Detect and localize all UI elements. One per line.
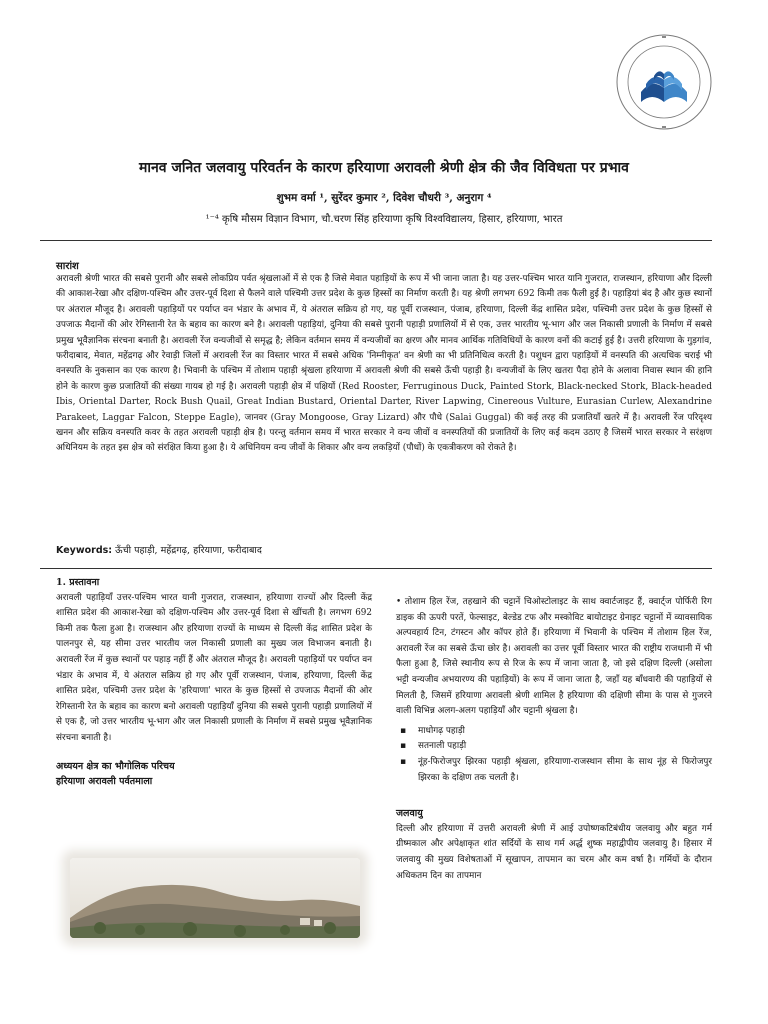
abstract-divider	[40, 568, 712, 569]
tosham-bullet-paragraph: • तोशाम हिल रेंज, तहखाने की चट्टानें चिओस्टोलाइट के साथ क्वार्टजाइट हैं, क्वार्ट्ज पोर्फिरी रिग डाइक की ऊपरी परतें, फेल्साइट, बेल्डेड टफ और मस्कोविट बायोटाइट ग्रेनाइट चट्टानों में व्यावसायिक अल्पवहार्य टिन, टंगस्टन और कॉपर होते हैं। हरियाणा में भिवानी के पश्चिम में तोशाम हिल रेंज, अरावली रेंज का सबसे ऊँचा छोर है। अरावली का उत्तर पूर्वी विस्तार भारत की राष्ट्रीय राजधानी में भी फैला हुआ है, जिसे स्थानीय रूप से रिज के रूप में जाना जाता है, जो इसे दक्षिण दिल्ली (असोला भट्टी वन्यजीव अभयारण्य की पहाड़ियों) के रूप में जाना जाता है, जहाँ यह बाँधवारी की पहाड़ियों से मिलती है, जिसमें हरियाणा अरावली श्रेणी शामिल है हरियाणा की दक्षिणी सीमा के पास से गुजरने वाली विभिन्न अलग-अलग पहाड़ियाँ और चट्टानी श्रृंखला है।	[396, 597, 712, 717]
abstract-body: अरावली श्रेणी भारत की सबसे पुरानी और सबसे लोकप्रिय पर्वत श्रृंखलाओं में से एक है जिसे मेवात पहाड़ियों के रूप में भी जाना जाता है। यह उत्तर-पश्चिम भारत यानि गुजरात, राजस्थान, हरियाणा और दिल्ली की आकाश-रेखा और दक्षिण-पश्चिम और उत्तर-पूर्व दिशा से फैलने वाले पश्चिमी उत्तर प्रदेश के कुछ हिस्सों का निर्माण करती है। यह श्रेणी लगभग 692 किमी तक फैली हुई है। पहाड़ियां बंद है और कुछ स्थानों पर अंतराल मौजूद है। अरावली पहाड़ियों पर पर्याप्त वन भंडार के अभाव में, ये अंतराल सक्रिय हो गए, यह पूर्वी राजस्थान, पंजाब, हरियाणा, दिल्ली केंद्र शासित प्रदेश, पश्चिमी उत्तर प्रदेश के कुछ हिस्सों से उपजाऊ मैदानों की ओर रेगिस्तानी रेत के बहाव का कारण बने है। अरावली पहाड़ियां, दुनिया की सबसे पुरानी पहाड़ी प्रणालियों में से एक, उत्तर भारतीय भू-भाग और जल निकासी प्रणाली के निर्माण में सबसे प्रमुख भूवैज्ञानिक संरचना बनाती है। अरावली रेंज वन्यजीवों से समृद्ध है; लेकिन वर्तमान समय में वन्यजीवों का क्षरण और मानव आर्थिक गतिविधियों के कारण वनों की कटाई हुई है। उत्तरी हरियाणा के गुड़गांव, फरीदाबाद, मेवात, महेंद्रगढ़ और रेवाड़ी जिलों में अरावली रेंज का विस्तार भारत में सबसे अधिक 'निम्नीकृत' वन श्रेणी का भी प्रतिनिधित्व करती है। पशुधन द्वारा पहाड़ियों में वनस्पति की अत्यधिक चराई भी वनस्पति के नुकसान का एक कारण है। भिवानी के पश्चिम में तोशाम पहाड़ी श्रृंखला हरियाणा में अरावली श्रेणी की सबसे ऊँची पहाड़ी है। वन्यजीवों के लिए खतरा पैदा होने के अलावा निवास स्थान की हानि होने के कारण कुछ प्रजातियों की संख्या गायब हो गई है। अरावली पहाड़ी क्षेत्र में पक्षियों (Red Rooster, Ferruginous Duck, Painted Stork, Black-necked Stork, Black-headed Ibis, Oriental Darter, Rock Bush Quail, Great Indian Bustard, Oriental Darter, River Lapwing, Cinereous Vulture, Eurasian Curlew, Alexandrine Parakeet, Laggar Falcon, Steppe Eagle), जानवर (Gray Mongoose, Gray Lizard) और पौधे (Salai Guggal) की कई तरह की प्रजातियाँ खतरे में है। अरावली रेंज परिदृश्य खनन और सक्रिय वनस्पति कवर के तहत अरावली पहाड़ी क्षेत्र है। परन्तु वर्तमान समय में भारत सरकार ने वन्य जीवों व वनस्पतियों की प्रजातियों के लिए कई कदम उठाए है जिसमें भारत सरकार ने सरंक्षण अधिनियम के तहत इस क्षेत्र को संरक्षित किया हुआ है। ये अधिनियम वन्य जीवों के शिकार और वन्य लकड़ियों (पौधों) के एकत्रीकरण को रोकते है।	[56, 274, 712, 454]
list-item: ▪ नूंह-फिरोजपुर झिरका पहाड़ी श्रृंखला, हरियाणा-राजस्थान सीमा के साथ नूंह से फिरोजपुर झिरका के दक्षिण तक चलती है।	[396, 755, 712, 786]
keywords-text: ऊँची पहाड़ी, महेंद्रगढ़, हरियाणा, फरीदाबाद	[115, 545, 262, 556]
climate-paragraph: दिल्ली और हरियाणा में उत्तरी अरावली श्रेणी में आई उपोष्णकटिबंधीय जलवायु और बहुत गर्म ग्रीष्मकाल और अपेक्षाकृत शांत सर्दियों के साथ गर्म अर्द्ध शुष्क महाद्वीपीय जलवायु है। हिसार में जलवायु की मुख्य विशेषताओं में सूखापन, तापमान का चरम और कम वर्षा है। गर्मियों के दौरान अधिकतम दिन का तापमान	[396, 823, 712, 881]
study-area-heading: अध्ययन क्षेत्र का भौगोलिक परिचय	[56, 760, 175, 772]
aravalli-hills-photo	[70, 858, 360, 938]
intro-paragraph: अरावली पहाड़ियाँ उत्तर-पश्चिम भारत यानी गुजरात, राजस्थान, हरियाणा राज्यों और दिल्ली केंद्र शासित प्रदेश की आकाश-रेखा को दक्षिण-पश्चिम और उत्तर-पूर्व दिशा से खींचती है। लगभग 692 किमी तक फैला हुआ है। राजस्थान और हरियाणा राज्यों के माध्यम से दिल्ली केंद्र शासित प्रदेश के पालनपुर से, यह सीमा उत्तर भारतीय जल निकासी प्रणाली का मुख्य जल विभाजन बनाती है। अरावली रेंज में कुछ स्थानों पर पहाड़ नहीं हैं और अंतराल मौजूद है। अरावली पहाड़ियों पर पर्याप्त वन भंडार के अभाव में, ये अंतराल सक्रिय हो गए और पूर्वी राजस्थान, पंजाब, हरियाणा, दिल्ली केंद्र शासित प्रदेश, पश्चिमी उत्तर प्रदेश के 'हरियाणा' भारत के कुछ हिस्सों से उपजाऊ मैदानों की ओर रेगिस्तानी रेत के बहाव का कारण बनो अरावली पहाड़ियाँ दुनिया की सबसे पुरानी पहाड़ी प्रणालियों में से एक है, जो उत्तर भारतीय भू-भाग और जल निकासी प्रणाली के निर्माण में सबसे प्रमुख भूवैज्ञानिक संरचना बनाती है।	[56, 592, 372, 743]
climate-heading: जलवायु	[396, 808, 423, 820]
author-affiliation: ¹⁻⁴ कृषि मौसम विज्ञान विभाग, चौ.चरण सिंह हरियाणा कृषि विश्वविद्यालय, हिसार, हरियाणा, भारत	[205, 214, 563, 225]
header-divider	[40, 240, 712, 241]
author-list: शुभम वर्मा ¹, सुरेंदर कुमार ², दिवेश चौधरी ³, अनुराग ⁴	[276, 192, 492, 204]
abstract-heading: सारांश	[56, 261, 79, 272]
journal-logo	[614, 32, 714, 132]
paper-title: मानव जनित जलवायु परिवर्तन के कारण हरियाणा अरावली श्रेणी क्षेत्र की जैव विविधता पर प्रभाव	[139, 160, 629, 176]
keywords-line	[56, 543, 262, 556]
list-item: ▪ सतनाली पहाड़ी	[396, 739, 712, 755]
right-column	[396, 595, 712, 884]
aravalli-range-heading: हरियाणा अरावली पर्वतमाला	[56, 776, 153, 788]
keywords-label: Keywords:	[56, 545, 113, 556]
left-column	[56, 575, 372, 790]
hill-list	[396, 724, 712, 786]
section-heading-intro: 1. प्रस्तावना	[56, 577, 100, 588]
list-item: ▪ माधोगढ़ पहाड़ी	[396, 724, 712, 740]
